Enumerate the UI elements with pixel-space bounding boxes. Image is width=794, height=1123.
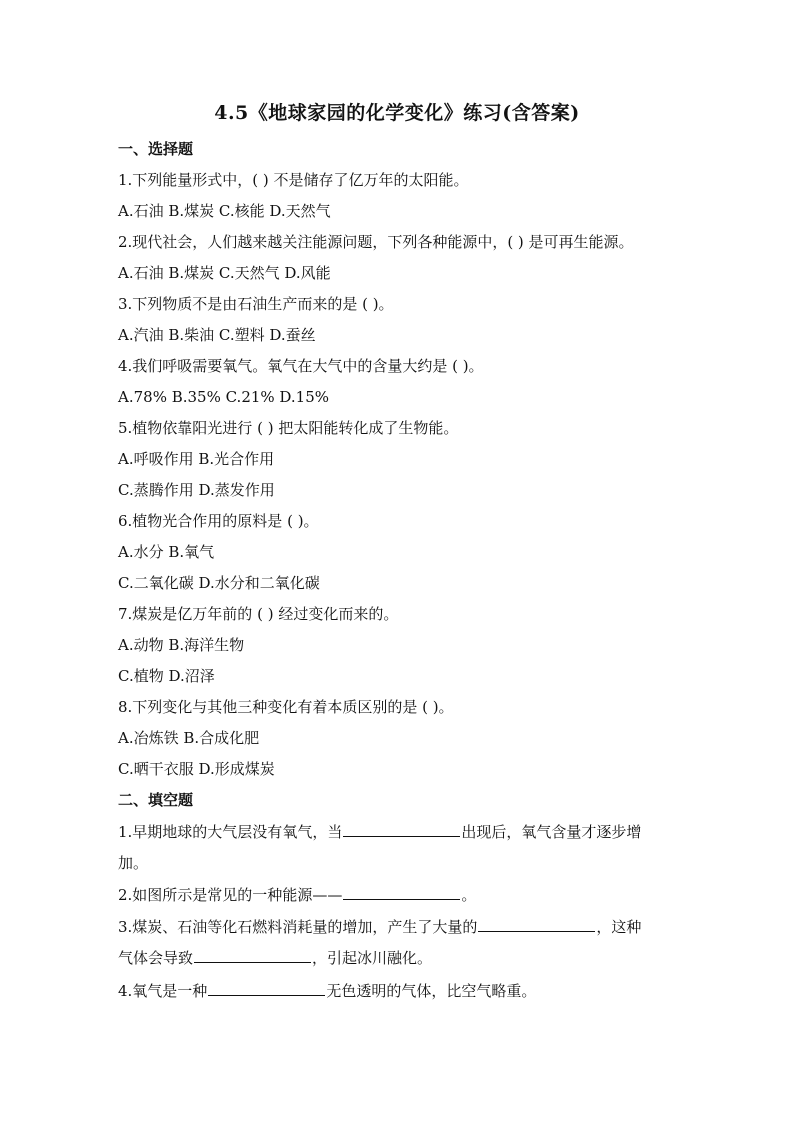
fill-q1-text-after: 出现后，氧气含量才逐步增 <box>461 823 642 841</box>
fill-q3-text-end: ，引起冰川融化。 <box>312 949 433 967</box>
fill-q2-text-before: 2.如图所示是常见的一种能源—— <box>118 886 343 904</box>
fill-q4-text-after: 无色透明的气体，比空气略重。 <box>326 982 537 1000</box>
question-4-stem: 4.我们呼吸需要氧气。氧气在大气中的含量大约是 ( )。 <box>118 357 484 375</box>
fill-q2-blank[interactable] <box>343 885 460 900</box>
fill-q3-blank-1[interactable] <box>478 917 595 932</box>
question-6-options-cd: C.二氧化碳 D.水分和二氧化碳 <box>118 574 320 592</box>
fill-question-3 <box>118 917 641 937</box>
question-6-options-ab: A.水分 B.氧气 <box>118 543 215 561</box>
question-3-options: A.汽油 B.柴油 C.塑料 D.蚕丝 <box>118 326 316 344</box>
question-2-stem: 2.现代社会，人们越来越关注能源问题，下列各种能源中，( ) 是可再生能源。 <box>118 233 634 251</box>
fill-q3-text-line2: 气体会导致 <box>118 949 194 967</box>
fill-question-2 <box>118 885 476 905</box>
fill-q3-blank-2[interactable] <box>194 948 311 963</box>
fill-q2-text-after: 。 <box>461 886 477 904</box>
question-7-stem: 7.煤炭是亿万年前的 ( ) 经过变化而来的。 <box>118 605 399 623</box>
question-8-options-cd: C.晒干衣服 D.形成煤炭 <box>118 760 275 778</box>
question-1-stem: 1.下列能量形式中，( ) 不是储存了亿万年的太阳能。 <box>118 171 469 189</box>
question-7-options-cd: C.植物 D.沼泽 <box>118 667 215 685</box>
fill-question-3-continued <box>118 948 432 968</box>
fill-q4-text-before: 4.氧气是一种 <box>118 982 208 1000</box>
question-8-options-ab: A.冶炼铁 B.合成化肥 <box>118 729 260 747</box>
section-heading-fill: 二、填空题 <box>118 791 194 809</box>
section-heading-choice: 一、选择题 <box>118 140 194 158</box>
question-6-stem: 6.植物光合作用的原料是 ( )。 <box>118 512 319 530</box>
question-7-options-ab: A.动物 B.海洋生物 <box>118 636 245 654</box>
fill-q3-text-mid: ，这种 <box>596 918 642 936</box>
fill-question-1-continued: 加。 <box>118 854 149 872</box>
fill-q1-text-before: 1.早期地球的大气层没有氧气，当 <box>118 823 343 841</box>
fill-question-1 <box>118 822 641 842</box>
question-3-stem: 3.下列物质不是由石油生产而来的是 ( )。 <box>118 295 394 313</box>
question-5-options-cd: C.蒸腾作用 D.蒸发作用 <box>118 481 275 499</box>
page-title: 4.5《地球家园的化学变化》练习(含答案) <box>214 102 580 124</box>
question-5-stem: 5.植物依靠阳光进行 ( ) 把太阳能转化成了生物能。 <box>118 419 459 437</box>
question-8-stem: 8.下列变化与其他三种变化有着本质区别的是 ( )。 <box>118 698 454 716</box>
fill-question-4 <box>118 981 536 1001</box>
fill-q1-blank[interactable] <box>343 822 460 837</box>
question-2-options: A.石油 B.煤炭 C.天然气 D.风能 <box>118 264 331 282</box>
fill-q3-text-before: 3.煤炭、石油等化石燃料消耗量的增加，产生了大量的 <box>118 918 478 936</box>
question-1-options: A.石油 B.煤炭 C.核能 D.天然气 <box>118 202 331 220</box>
question-4-options: A.78% B.35% C.21% D.15% <box>118 388 330 406</box>
fill-q4-blank[interactable] <box>208 981 325 996</box>
question-5-options-ab: A.呼吸作用 B.光合作用 <box>118 450 275 468</box>
